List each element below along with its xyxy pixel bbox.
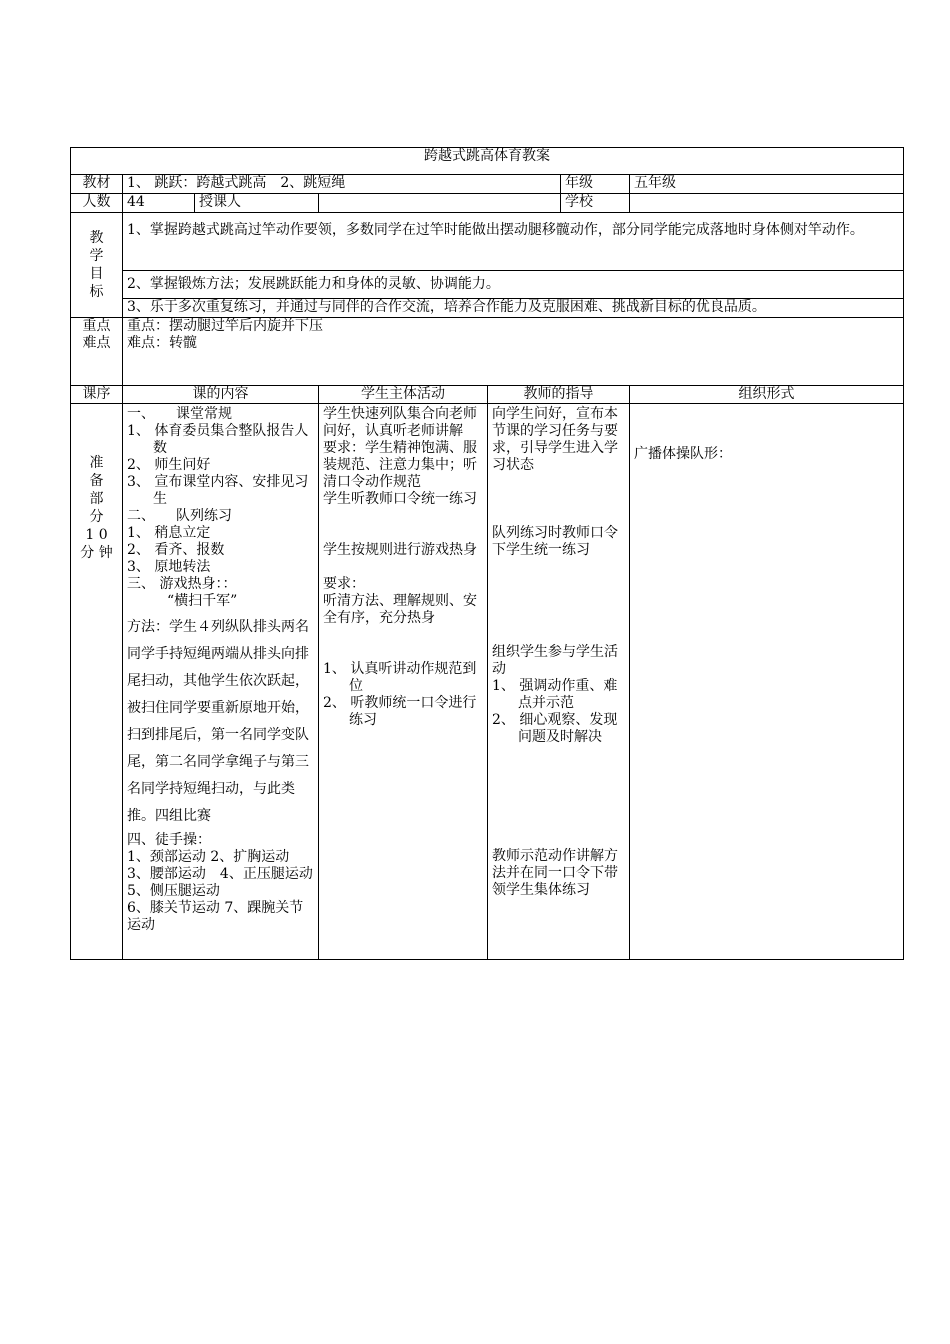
goal-3: 3、乐于多次重复练习，并通过与同伴的合作交流，培养合作能力及克服困难、挑战新目标的优良品质。 [123, 299, 904, 318]
content-cell: 一、 课堂常规 1、 体育委员集合整队报告人数 2、 师生问好 3、 宣布课堂内容、安排见习生 二、 队列练习 1、 稍息立定 2、 看齐、报数 3、 原地转法 三、 游戏热身：： “横扫千军” 方法：学生４列纵队排头两名同学手持短绳两端从排头向排尾扫动，其他学生依次跃起，被扫住同学要重新原地开始，扫到排尾后，第一名同学变队尾，第二名同学拿绳子与第三名同学持短绳扫动，与此类推。四组比赛 四、徒手操： 1、颈部运动 2、扩胸运动 3、腰部运动 4、正压腿运动 5、侧压腿运动 6、膝关节运动 7、踝腕关节运动 [123, 404, 319, 960]
teacher-guidance-cell: 向学生问好，宣布本节课的学习任务与要求，引导学生进入学习状态 队列练习时教师口令下学生统一练习 组织学生参与学生活动 1、 强调动作重、难点并示范 2、 细心观察、发现问题及时解决 教师示范动作讲解方法并在同一口令下带领学生集体练习 [488, 404, 630, 960]
textbook-value: 1、 跳跃：跨越式跳高 2、跳短绳 [123, 175, 561, 194]
key-point: 重点：摆动腿过竿后内旋并下压 [127, 318, 323, 334]
goal-2: 2、掌握锻炼方法；发展跳跃能力和身体的灵敏、协调能力。 [123, 271, 904, 299]
key-points-label: 重点 难点 [71, 318, 123, 386]
grade-value: 五年级 [630, 175, 904, 194]
broadcast-formation-row [634, 463, 899, 477]
game-method: 方法：学生４列纵队排头两名同学手持短绳两端从排头向排尾扫动，其他学生依次跃起，被扫住同学要重新原地开始，扫到排尾后，第一名同学变队尾，第二名同学拿绳子与第三名同学持短绳扫动，与此类推。四组比赛 [127, 619, 309, 824]
page-title: 跨越式跳高体育教案 [71, 148, 904, 175]
section-char: 备 [89, 473, 104, 489]
count-value: 44 [123, 194, 195, 213]
col-header-student: 学生主体活动 [319, 386, 488, 404]
grade-label: 年级 [561, 175, 630, 194]
goals-label: 教学目标 [89, 230, 104, 300]
goals-label-cell [71, 213, 123, 318]
broadcast-formation-row [634, 491, 899, 505]
col-header-content: 课的内容 [123, 386, 319, 404]
school-label: 学校 [561, 194, 630, 213]
school-value [630, 194, 904, 213]
lesson-plan-table [70, 147, 904, 960]
student-activity-cell: 学生快速列队集合向老师问好，认真听老师讲解 要求：学生精神饱满、服装规范、注意力集中；听清口令动作规范 学生听教师口令统一练习 学生按规则进行游戏热身 要求： 听清方法、理解规则、安全有序，充分热身 1、 认真听讲动作规范到位 2、 听教师统一口令进行练习 [319, 404, 488, 960]
section-char: 部 [89, 491, 104, 507]
col-header-order: 课序 [71, 386, 123, 404]
broadcast-formation-row [634, 505, 899, 519]
section-char: 分 [89, 509, 104, 525]
broadcast-formation-row [634, 477, 899, 491]
key-points-content [123, 318, 904, 386]
teacher-label: 授课人 [195, 194, 319, 213]
broadcast-formation-label: 广播体操队形： [634, 446, 732, 462]
section-label [71, 404, 123, 960]
section-char: 准 [89, 455, 104, 471]
col-header-organization: 组织形式 [630, 386, 904, 404]
teacher-value [319, 194, 561, 213]
col-header-teacher: 教师的指导 [488, 386, 630, 404]
section-duration: 1 0 分 钟 [80, 527, 113, 561]
difficulty-point: 难点：转髋 [127, 335, 197, 351]
textbook-label: 教材 [71, 175, 123, 194]
organization-cell [630, 404, 904, 960]
goal-1: 1、掌握跨越式跳高过竿动作要领，多数同学在过竿时能做出摆动腿移髋动作，部分同学能完成落地时身体侧对竿动作。 [123, 213, 904, 271]
count-label: 人数 [71, 194, 123, 213]
